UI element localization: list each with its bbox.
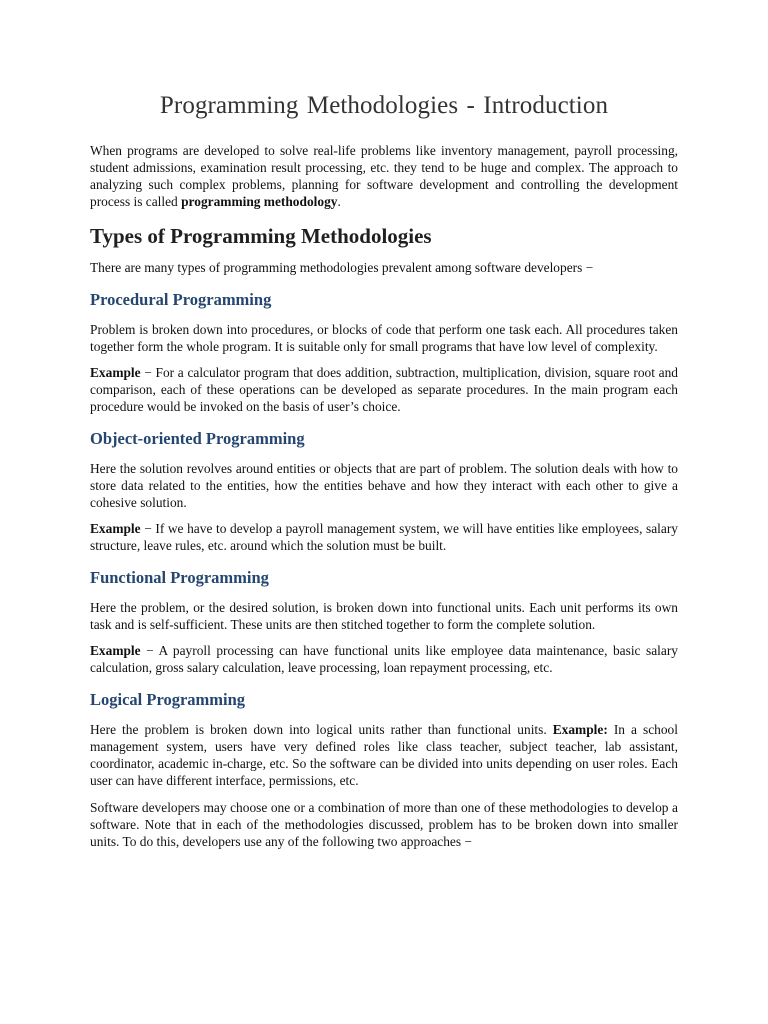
procedural-body: Problem is broken down into procedures, or blocks of code that perform one task each. All procedures taken together form the whole program. It is suitable only for small programs that have low level of complexity. <box>90 322 678 354</box>
logical-heading: Logical Programming <box>90 690 246 709</box>
procedural-example-text: − For a calculator program that does addition, subtraction, multiplication, division, square root and comparison, each of these operations can be developed as separate procedures. In the main program each procedure would be invoked on the basis of user’s choice. <box>90 365 678 414</box>
closing-paragraph: Software developers may choose one or a combination of more than one of these methodologies to develop a software. Note that in each of the methodologies discussed, problem has to be broken down into smaller units. To do this, developers use any of the following two approaches − <box>90 800 678 849</box>
intro-bold-term: programming methodology <box>181 194 338 209</box>
intro-paragraph <box>90 142 678 210</box>
intro-text: When programs are developed to solve real-life problems like inventory management, payroll processing, student admissions, examination result processing, etc. they tend to be huge and complex. The approach to analyzing such complex problems, planning for software development and controlling the development process is called <box>90 143 678 209</box>
logical-body <box>90 721 678 789</box>
functional-heading: Functional Programming <box>90 568 269 587</box>
procedural-example <box>90 364 678 415</box>
procedural-heading: Procedural Programming <box>90 290 272 309</box>
object-oriented-example-text: − If we have to develop a payroll management system, we will have entities like employees, salary structure, leave rules, etc. around which the solution must be built. <box>90 521 678 553</box>
logical-body-end: In a school management system, users have very defined roles like class teacher, subject teacher, lab assistant, coordinator, academic in-charge, etc. So the software can be divided into units depending on user roles. Each user can have different interface, permissions, etc. <box>90 722 678 788</box>
intro-end: . <box>337 194 341 209</box>
procedural-example-label: Example <box>90 365 141 380</box>
object-oriented-heading: Object-oriented Programming <box>90 429 305 448</box>
logical-body-start: Here the problem is broken down into logical units rather than functional units. <box>90 722 553 737</box>
logical-example-label: Example: <box>552 722 608 737</box>
object-oriented-body: Here the solution revolves around entities or objects that are part of problem. The solution deals with how to store data related to the entities, how the entities behave and how they interact with each other to give a cohesive solution. <box>90 461 678 510</box>
functional-example <box>90 642 678 676</box>
types-intro: There are many types of programming methodologies prevalent among software developers − <box>90 260 594 275</box>
functional-example-text: − A payroll processing can have functional units like employee data maintenance, basic salary calculation, gross salary calculation, leave processing, loan repayment processing, etc. <box>90 643 678 675</box>
functional-example-label: Example <box>90 643 141 658</box>
types-heading: Types of Programming Methodologies <box>90 224 432 248</box>
functional-body: Here the problem, or the desired solution, is broken down into functional units. Each unit performs its own task and is self-sufficient. These units are then stitched together to form the complete solution. <box>90 600 678 632</box>
object-oriented-example-label: Example <box>90 521 141 536</box>
object-oriented-example <box>90 520 678 554</box>
page-title: Programming Methodologies - Introduction <box>159 92 609 119</box>
